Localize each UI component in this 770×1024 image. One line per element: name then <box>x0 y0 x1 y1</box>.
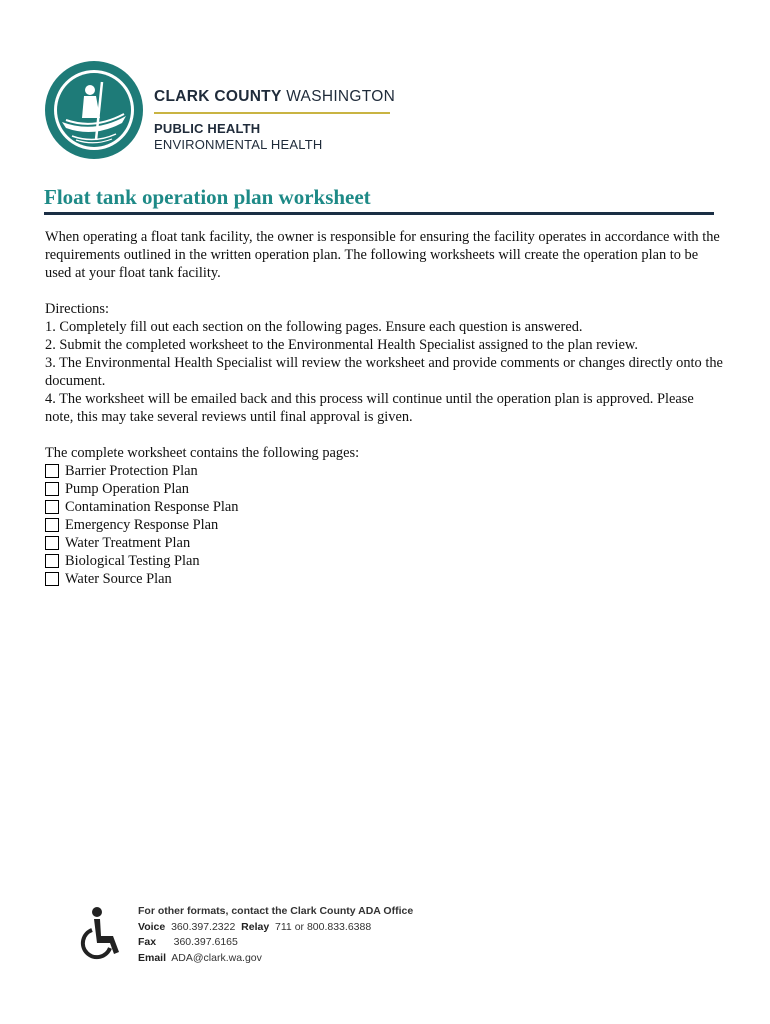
checklist-item <box>45 534 725 552</box>
ada-contact-info <box>138 904 413 966</box>
relay-number: 711 or 800.833.6388 <box>275 920 372 933</box>
checklist-item <box>45 516 725 534</box>
department-name: PUBLIC HEALTH <box>154 121 261 136</box>
checkbox[interactable] <box>45 536 59 550</box>
direction-item: 2. Submit the completed worksheet to the Environmental Health Specialist assigned to the plan review. <box>45 337 638 353</box>
title-divider <box>44 212 714 215</box>
checkbox[interactable] <box>45 572 59 586</box>
checklist-label: Biological Testing Plan <box>65 553 200 569</box>
county-seal-icon <box>44 60 144 160</box>
checklist-label: Water Treatment Plan <box>65 535 191 551</box>
checkbox[interactable] <box>45 464 59 478</box>
directions-heading: Directions: <box>45 301 109 317</box>
checklist-item <box>45 480 725 498</box>
checkbox[interactable] <box>45 500 59 514</box>
intro-paragraph: When operating a float tank facility, the owner is responsible for ensuring the facility operates in accordance with the requirements outlined in the written operation plan. The following worksheets will create the operation plan to be used at your float tank facility. <box>45 229 720 281</box>
organization-name <box>154 88 395 152</box>
direction-item: 3. The Environmental Health Specialist will review the worksheet and provide comments or changes directly onto the document. <box>45 355 723 389</box>
wheelchair-icon <box>80 906 124 962</box>
pages-checklist <box>45 462 725 588</box>
checklist-item <box>45 498 725 516</box>
email-line: Email ADA@clark.wa.gov <box>138 951 262 964</box>
checklist-item <box>45 552 725 570</box>
fax-number: 360.397.6165 <box>173 936 238 948</box>
checklist-item <box>45 570 725 588</box>
checklist-label: Water Source Plan <box>65 571 172 587</box>
voice-number: 360.397.2322 <box>171 920 236 933</box>
ada-footer <box>80 900 500 970</box>
pages-intro: The complete worksheet contains the following pages: <box>45 445 360 461</box>
letterhead <box>44 60 404 162</box>
checklist-item <box>45 462 725 480</box>
checklist-label: Emergency Response Plan <box>65 517 219 533</box>
fax-line: Fax 360.397.6165 <box>138 936 238 948</box>
county-name: CLARK COUNTY WASHINGTON <box>154 88 396 105</box>
checklist-label: Pump Operation Plan <box>65 481 189 497</box>
ada-heading: For other formats, contact the Clark County ADA Office <box>138 905 414 917</box>
division-name: ENVIRONMENTAL HEALTH <box>154 137 323 152</box>
email-address[interactable]: ADA@clark.wa.gov <box>171 951 262 964</box>
direction-item: 4. The worksheet will be emailed back and this process will continue until the operation plan is approved. Please note, this may take several reviews until final approval is given. <box>45 391 694 425</box>
checklist-label: Contamination Response Plan <box>65 499 239 515</box>
voice-line: Voice 360.397.2322 Relay 711 or 800.833.6388 <box>138 920 372 933</box>
checklist-label: Barrier Protection Plan <box>65 463 198 479</box>
checkbox[interactable] <box>45 482 59 496</box>
header-divider <box>154 112 390 114</box>
page-title: Float tank operation plan worksheet <box>44 185 371 209</box>
checkbox[interactable] <box>45 518 59 532</box>
direction-item: 1. Completely fill out each section on the following pages. Ensure each question is answered. <box>45 319 583 335</box>
document-body <box>45 228 725 588</box>
checkbox[interactable] <box>45 554 59 568</box>
